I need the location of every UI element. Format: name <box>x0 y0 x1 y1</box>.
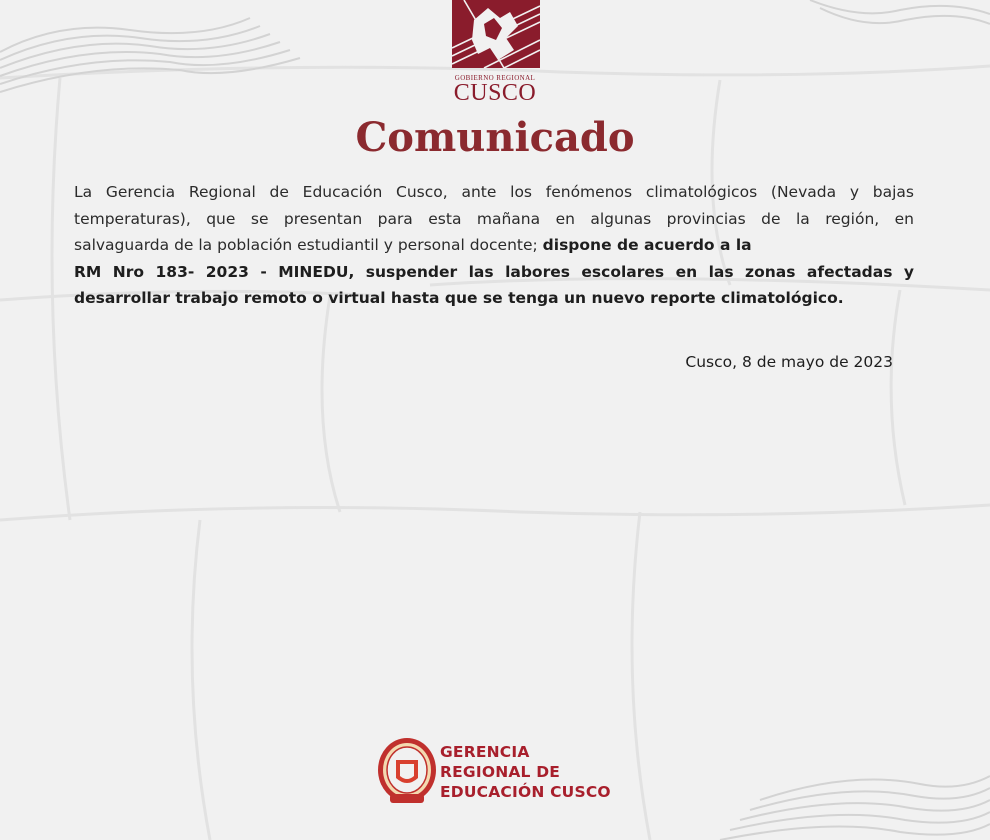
body-line: temperaturas), que se presentan para esta mañana en algunas provincias de la región, en <box>74 209 914 228</box>
body-bold-text: dispone de acuerdo a la <box>542 236 752 254</box>
page-title: Comunicado <box>355 114 635 161</box>
footer-line: GERENCIA <box>440 743 530 761</box>
gerencia-regional-educacion-seal-icon <box>376 736 438 808</box>
footer-line: REGIONAL DE <box>440 763 561 781</box>
body-line: La Gerencia Regional de Educación Cusco, ante los fenómenos climatológicos (Nevada y bajas <box>74 183 914 201</box>
body-text: salvaguarda de la población estudiantil y personal docente; <box>74 236 543 254</box>
date-line: Cusco, 8 de mayo de 2023 <box>685 353 893 371</box>
footer-line: EDUCACIÓN CUSCO <box>440 783 611 801</box>
logo-subtitle: GOBIERNO REGIONAL <box>454 74 536 82</box>
body-line <box>74 232 914 259</box>
body-line-bold: RM Nro 183- 2023 - MINEDU, suspender las labores escolares en las zonas afectadas y <box>74 262 914 281</box>
body-line-bold: desarrollar trabajo remoto o virtual hasta que se tenga un nuevo reporte climatológico. <box>74 289 844 307</box>
logo-title: CUSCO <box>453 80 537 106</box>
footer-institution-name <box>440 742 611 802</box>
communique-body <box>74 179 914 312</box>
